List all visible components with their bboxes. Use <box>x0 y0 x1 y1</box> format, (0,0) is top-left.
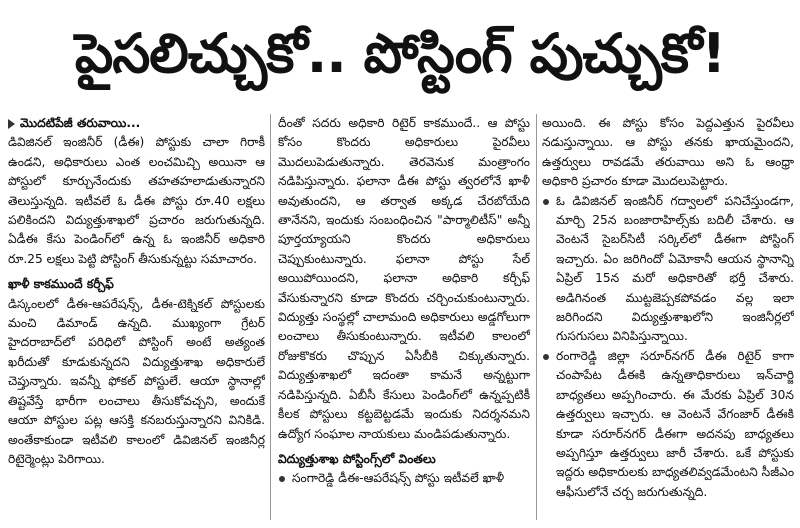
bullet-text: సంగారెడ్డి డీఈ-ఆపరేషన్స్ పోస్టు ఇటీవలే ఖాళీ <box>292 471 505 486</box>
bullet-text: రంగారెడ్డి జిల్లా సరూర్‌నగర్ డీఈ రిటైర్ కాగా చంపాపేట డీఈకి ఉన్నతాధికారులు ఇన్‌చార్జి బాధ్యతలు అప్పగించారు. ఈ మేరకు ఏప్రిల్ 30న ఉత్తర్వులు ఇచ్చారు. ఆ వెంటనే వేగంజార్ డీఈకి కూడా సరూర్‌నగర్ డీఈగా అదనపు బాధ్యతలు అప్పగిస్తూ ఉత్తర్వులు జారీ చేశారు. ఒకే పోస్టుకు ఇద్దరు అధికారులకు బాధ్యతలివ్వడమేంటని సీజీఎం ఆఫీసులోనే చర్చ జరుగుతున్నది. <box>556 348 794 499</box>
article-column-1 <box>8 114 265 524</box>
bullet-text: ఓ డివిజినల్ ఇంజినీర్ గద్వాలలో పనిచేస్తుండగా, మార్చి 25న బంజారాహిల్స్‌కు బదిలీ చేశారు. ఆ వెంటనే సైబర్‌సిటీ సర్కిల్‌లో డీఈగా పోస్టింగ్ ఇచ్చారు. ఏం జరిగిందో ఏమోకానీ ఆయన స్థానాన్ని ఏప్రిల్ 15న మరో అధికారితో భర్తీ చేశారు. అడిగినంత ముట్టజెప్పకపోవడం వల్ల ఇలా జరిగిందని విద్యుత్తుశాఖలోని ఇంజినీర్లలో గుసగుసలు వినిపిస్తున్నాయి. <box>556 193 794 344</box>
bullet-icon <box>543 199 549 205</box>
bullet-icon <box>279 476 285 482</box>
bullet-item <box>542 192 794 347</box>
column-divider <box>536 114 537 520</box>
paragraph: అయింది. ఈ పోస్టు కోసం పెద్దఎత్తున పైరవీలు నడుస్తున్నాయి. ఆ పోస్టు తనకు ఖాయమైందని, ఉత్తర్వులు రావడమే తరువాయి అని ఓ ఆంధ్రా అధికారి ప్రచారం కూడా మొదలుపెట్టారు. <box>542 116 794 189</box>
kicker-text: మొదటిపేజీ తరువాయి... <box>20 116 141 130</box>
headline: పైసలిచ్చుకో.. పోస్టింగ్ పుచ్చుకో! <box>74 22 726 85</box>
paragraph: దీంతో సదరు అధికారి రిటైర్ కాకముందే.. ఆ పోస్టు కోసం కొందరు అధికారులు పైరవీలు మొదలుపెడుతున్నారు. తెరవెనుక మంత్రాంగం నడిపిస్తున్నారు. ఫలానా డీఈ పోస్టు త్వరలోనే ఖాళీ అవుతుందని, ఆ తర్వాత అక్కడ చేరబోయేది తానేనని, ఇందుకు సంబంధించిన "పార్మాలిటీస్" అన్నీ పూర్తయ్యాయని కొందరు అధికారులు చెప్పుకుంటున్నారు. ఫలానా పోస్టు సేల్ అయిపోయిందని, ఫలానా అధికారి కర్చీఫ్ వేసుకున్నారని కూడా కొందరు చర్చించుకుంటున్నారు. విద్యుత్తు సంస్థల్లో చాలామంది అధికారులు అడ్డగోలుగా లంచాలు తీసుకుంటున్నారు. ఇటీవలి కాలంలో రోజుకొకరు చొప్పున ఏసీబీకి చిక్కుతున్నారు. విద్యుత్తుశాఖలో ఇదంతా కామనే అన్నట్టుగా నడిపిస్తున్నది. ఏబీసీ కేసులు పెండింగ్‌లో ఉన్నప్పటికీ కీలక పోస్టులు కట్టబెట్టడమే ఇందుకు నిదర్శనమని ఉద్యోగ సంఘాల నాయకులు మండిపడుతున్నారు. <box>278 116 530 441</box>
subheading: విద్యుత్తుశాఖ పోస్టింగ్స్‌లో వింతలు <box>278 451 436 466</box>
paragraph: డివిజినల్ ఇంజినీర్ (డీఈ) పోస్టుకు చాలా గిరాకీ ఉండని, అధికారులు ఎంత లంచమిచ్చి అయినా ఆ పోస్టులో కూర్చునేందుకు తహతహలాడుతున్నారని తెలుస్తున్నది. ఇటీవలే ఓ డీఈ పోస్టు రూ.40 లక్షలు పలికిందని విద్యుత్తుశాఖలో ప్రచారం జరుగుతున్నది. ఏడీఈ కేసు పెండింగ్‌లో ఉన్న ఓ ఇంజినీర్ అధికారి రూ.25 లక్షలు పెట్టి పోస్టింగ్ తీసుకున్నట్టు సమాచారం. <box>8 135 265 266</box>
bullet-icon <box>543 354 549 360</box>
bullet-item <box>278 469 530 488</box>
column-divider <box>270 114 271 520</box>
bullet-item <box>542 347 794 502</box>
paragraph: డిస్కంలలో డీఈ-ఆపరేషన్స్, డీఈ-టెక్నికల్ పోస్టులకు మంచి డిమాండ్ ఉన్నది. ముఖ్యంగా గ్రేటర్ హైదరాబాద్‌లో పరిధిలో పోస్టింగ్ అంటే అత్యంత ఖరీదుతో కూడుకున్నదని విద్యుత్తుశాఖ అధికారులే చెప్తున్నారు. ఇవన్నీ ఫోకల్ పోస్టులే. ఆయా స్థానాల్లో తిష్టవేస్తే భారీగా లంచాలు తీసుకోవచ్చని, అందుకే ఆయా పోస్టుల పట్ల ఆసక్తి కనబరుస్తున్నారని వినికిడి. అంతేకాకుండా ఇటీవలి కాలంలో డివిజినల్ ఇంజినీర్ల రిటైర్మెంట్లు పెరిగాయి. <box>8 296 265 466</box>
article-column-3 <box>542 114 794 524</box>
continuation-kicker <box>8 114 265 133</box>
arrow-icon <box>8 119 15 129</box>
article-column-2 <box>278 114 530 524</box>
subheading: ఖాళీ కాకముందే కర్చీఫ్ <box>8 277 114 292</box>
